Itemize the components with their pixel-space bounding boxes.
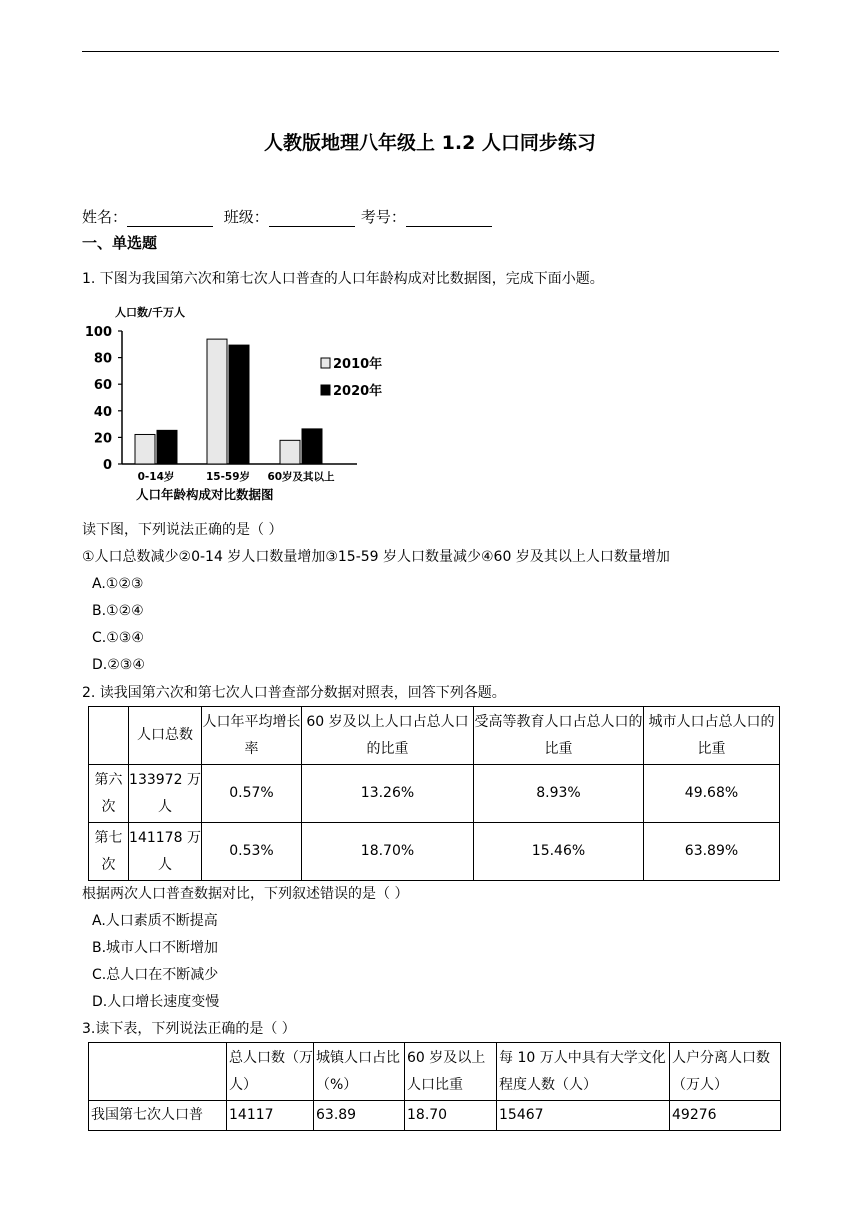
q2-stem: 2. 读我国第六次和第七次人口普查部分数据对照表，回答下列各题。 [82, 685, 506, 701]
chart-legend [321, 356, 382, 399]
table-cell: 15.46% [474, 823, 644, 881]
table-cell: 0.53% [202, 823, 302, 881]
class-label: 班级： [223, 208, 269, 226]
q2-option-c[interactable]: C.总人口在不断减少 [92, 967, 219, 983]
bar-2010-0 [135, 434, 155, 464]
table-cell: 141178 万人 [129, 823, 202, 881]
table-cell: 63.89 [314, 1101, 405, 1131]
y-tick-label: 0 [102, 458, 112, 473]
top-rule [82, 51, 779, 52]
chart-title: 人口年龄构成对比数据图 [136, 487, 274, 502]
exam-blank[interactable] [406, 212, 492, 227]
q3-table [88, 1042, 781, 1131]
chart-bars [135, 339, 322, 464]
y-tick-label: 40 [93, 404, 112, 420]
class-blank[interactable] [269, 212, 355, 227]
bar-2020-1 [229, 345, 249, 464]
table-cell: 13.26% [302, 765, 474, 823]
table-cell: 15467 [497, 1101, 670, 1131]
table-header-cell: 人户分离人口数（万人） [670, 1043, 781, 1101]
table-header-cell [89, 1043, 227, 1101]
table-header-cell: 城市人口占总人口的比重 [644, 707, 780, 765]
table-header-cell: 人口总数 [129, 707, 202, 765]
table-row [89, 823, 780, 881]
q1-option-b[interactable]: B.①②④ [92, 603, 144, 619]
legend-label: 2010年 [333, 357, 383, 372]
legend-swatch [321, 358, 330, 368]
page-title: 人教版地理八年级上 1.2 人口同步练习 [264, 132, 596, 154]
age-structure-bar-chart [82, 300, 383, 508]
table-header-cell: 每 10 万人中具有大学文化程度人数（人） [497, 1043, 670, 1101]
table-cell: 第六次 [89, 765, 129, 823]
q1-question: 读下图，下列说法正确的是（ ） [82, 522, 283, 538]
bar-2020-2 [302, 429, 322, 464]
bar-2010-1 [207, 339, 227, 464]
name-blank[interactable] [127, 212, 213, 227]
table-cell: 49276 [670, 1101, 781, 1131]
q1-statements: ①人口总数减少②0-14 岁人口数量增加③15-59 岁人口数量减少④60 岁及其以上人口数量增加 [82, 549, 670, 565]
q1-option-d[interactable]: D.②③④ [92, 657, 145, 673]
q2-option-d[interactable]: D.人口增长速度变慢 [92, 994, 220, 1010]
table-cell: 8.93% [474, 765, 644, 823]
x-tick-label: 15-59岁 [205, 471, 251, 483]
table-cell: 133972 万人 [129, 765, 202, 823]
chart-ylabel: 人口数/千万人 [115, 306, 186, 319]
q1-option-c[interactable]: C.①③④ [92, 630, 144, 646]
y-tick-label: 100 [84, 325, 112, 340]
table-cell: 49.68% [644, 765, 780, 823]
y-tick-label: 60 [93, 378, 112, 394]
table-cell: 18.70% [302, 823, 474, 881]
q2-option-a[interactable]: A.人口素质不断提高 [92, 913, 218, 929]
student-info [82, 207, 498, 227]
y-tick-label: 80 [93, 351, 112, 367]
table-header-cell [89, 707, 129, 765]
table-cell: 63.89% [644, 823, 780, 881]
q1-option-a[interactable]: A.①②③ [92, 576, 144, 592]
table-cell: 0.57% [202, 765, 302, 823]
q2-table [88, 706, 780, 881]
name-label: 姓名： [82, 208, 128, 226]
table-header-cell: 总人口数（万人） [227, 1043, 314, 1101]
exam-label: 考号： [360, 208, 406, 226]
table-header-row [89, 707, 780, 765]
chart-x-ticks [138, 470, 335, 483]
q1-stem: 1. 下图为我国第六次和第七次人口普查的人口年龄构成对比数据图，完成下面小题。 [82, 271, 604, 287]
table-header-cell: 60 岁及以上人口占总人口的比重 [302, 707, 474, 765]
table-header-cell: 受高等教育人口占总人口的比重 [474, 707, 644, 765]
q3-stem: 3.读下表，下列说法正确的是（ ） [82, 1021, 296, 1037]
table-header-row [89, 1043, 781, 1101]
x-tick-label: 0-14岁 [137, 471, 175, 483]
table-cell: 18.70 [405, 1101, 497, 1131]
legend-label: 2020年 [333, 384, 383, 399]
table-cell: 14117 [227, 1101, 314, 1131]
bar-2010-2 [280, 440, 300, 464]
table-header-cell: 60 岁及以上人口比重 [405, 1043, 497, 1101]
q2-question: 根据两次人口普查数据对比，下列叙述错误的是（ ） [82, 886, 409, 902]
table-header-cell: 人口年平均增长率 [202, 707, 302, 765]
legend-swatch [321, 385, 330, 395]
q2-option-b[interactable]: B.城市人口不断增加 [92, 940, 219, 956]
section-heading: 一、单选题 [82, 234, 158, 252]
bar-2020-0 [157, 430, 177, 464]
x-tick-label: 60岁及其以上 [267, 471, 335, 483]
table-header-cell: 城镇人口占比（%） [314, 1043, 405, 1101]
table-cell: 我国第七次人口普 [89, 1101, 227, 1131]
table-row [89, 765, 780, 823]
table-cell: 第七次 [89, 823, 129, 881]
table-row [89, 1101, 781, 1131]
y-tick-label: 20 [93, 431, 112, 447]
